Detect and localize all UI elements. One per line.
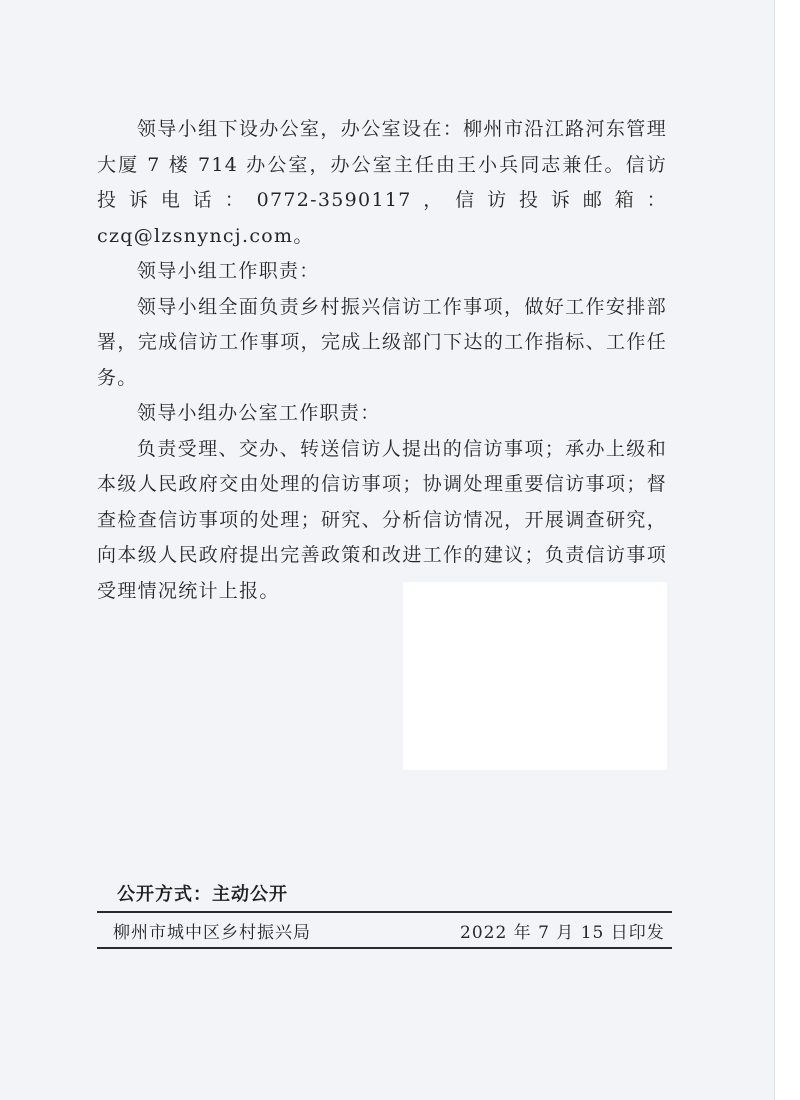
paragraph-office-info: 领导小组下设办公室，办公室设在：柳州市沿江路河东管理大厦 7 楼 714 办公室，办公室主任由王小兵同志兼任。信访投诉电话：0772-3590117，信访投诉邮箱：czq@lzsnyncj.com。: [97, 118, 667, 247]
paragraph-office-duties-heading: 领导小组办公室工作职责：: [136, 402, 381, 424]
disclosure-method: 公开方式：主动公开: [117, 884, 288, 905]
issuing-authority: 柳州市城中区乡村振兴局: [113, 923, 311, 943]
document-body: [97, 112, 667, 609]
redacted-seal-area: [403, 582, 667, 770]
issue-date: 2022 年 7 月 15 日印发: [460, 923, 665, 943]
paragraph-office-duties: 负责受理、交办、转送信访人提出的信访事项；承办上级和本级人民政府交由处理的信访事项；协调处理重要信访事项；督查检查信访事项的处理；研究、分析信访情况，开展调查研究，向本级人民政府提出完善政策和改进工作的建议；负责信访事项受理情况统计上报。: [97, 437, 667, 602]
paragraph-group-duties-heading: 领导小组工作职责：: [136, 260, 320, 282]
footer-top-rule: [97, 911, 672, 913]
footer-bottom-rule: [97, 947, 672, 949]
paragraph-group-duties: 领导小组全面负责乡村振兴信访工作事项，做好工作安排部署，完成信访工作事项，完成上级部门下达的工作指标、工作任务。: [97, 295, 667, 389]
